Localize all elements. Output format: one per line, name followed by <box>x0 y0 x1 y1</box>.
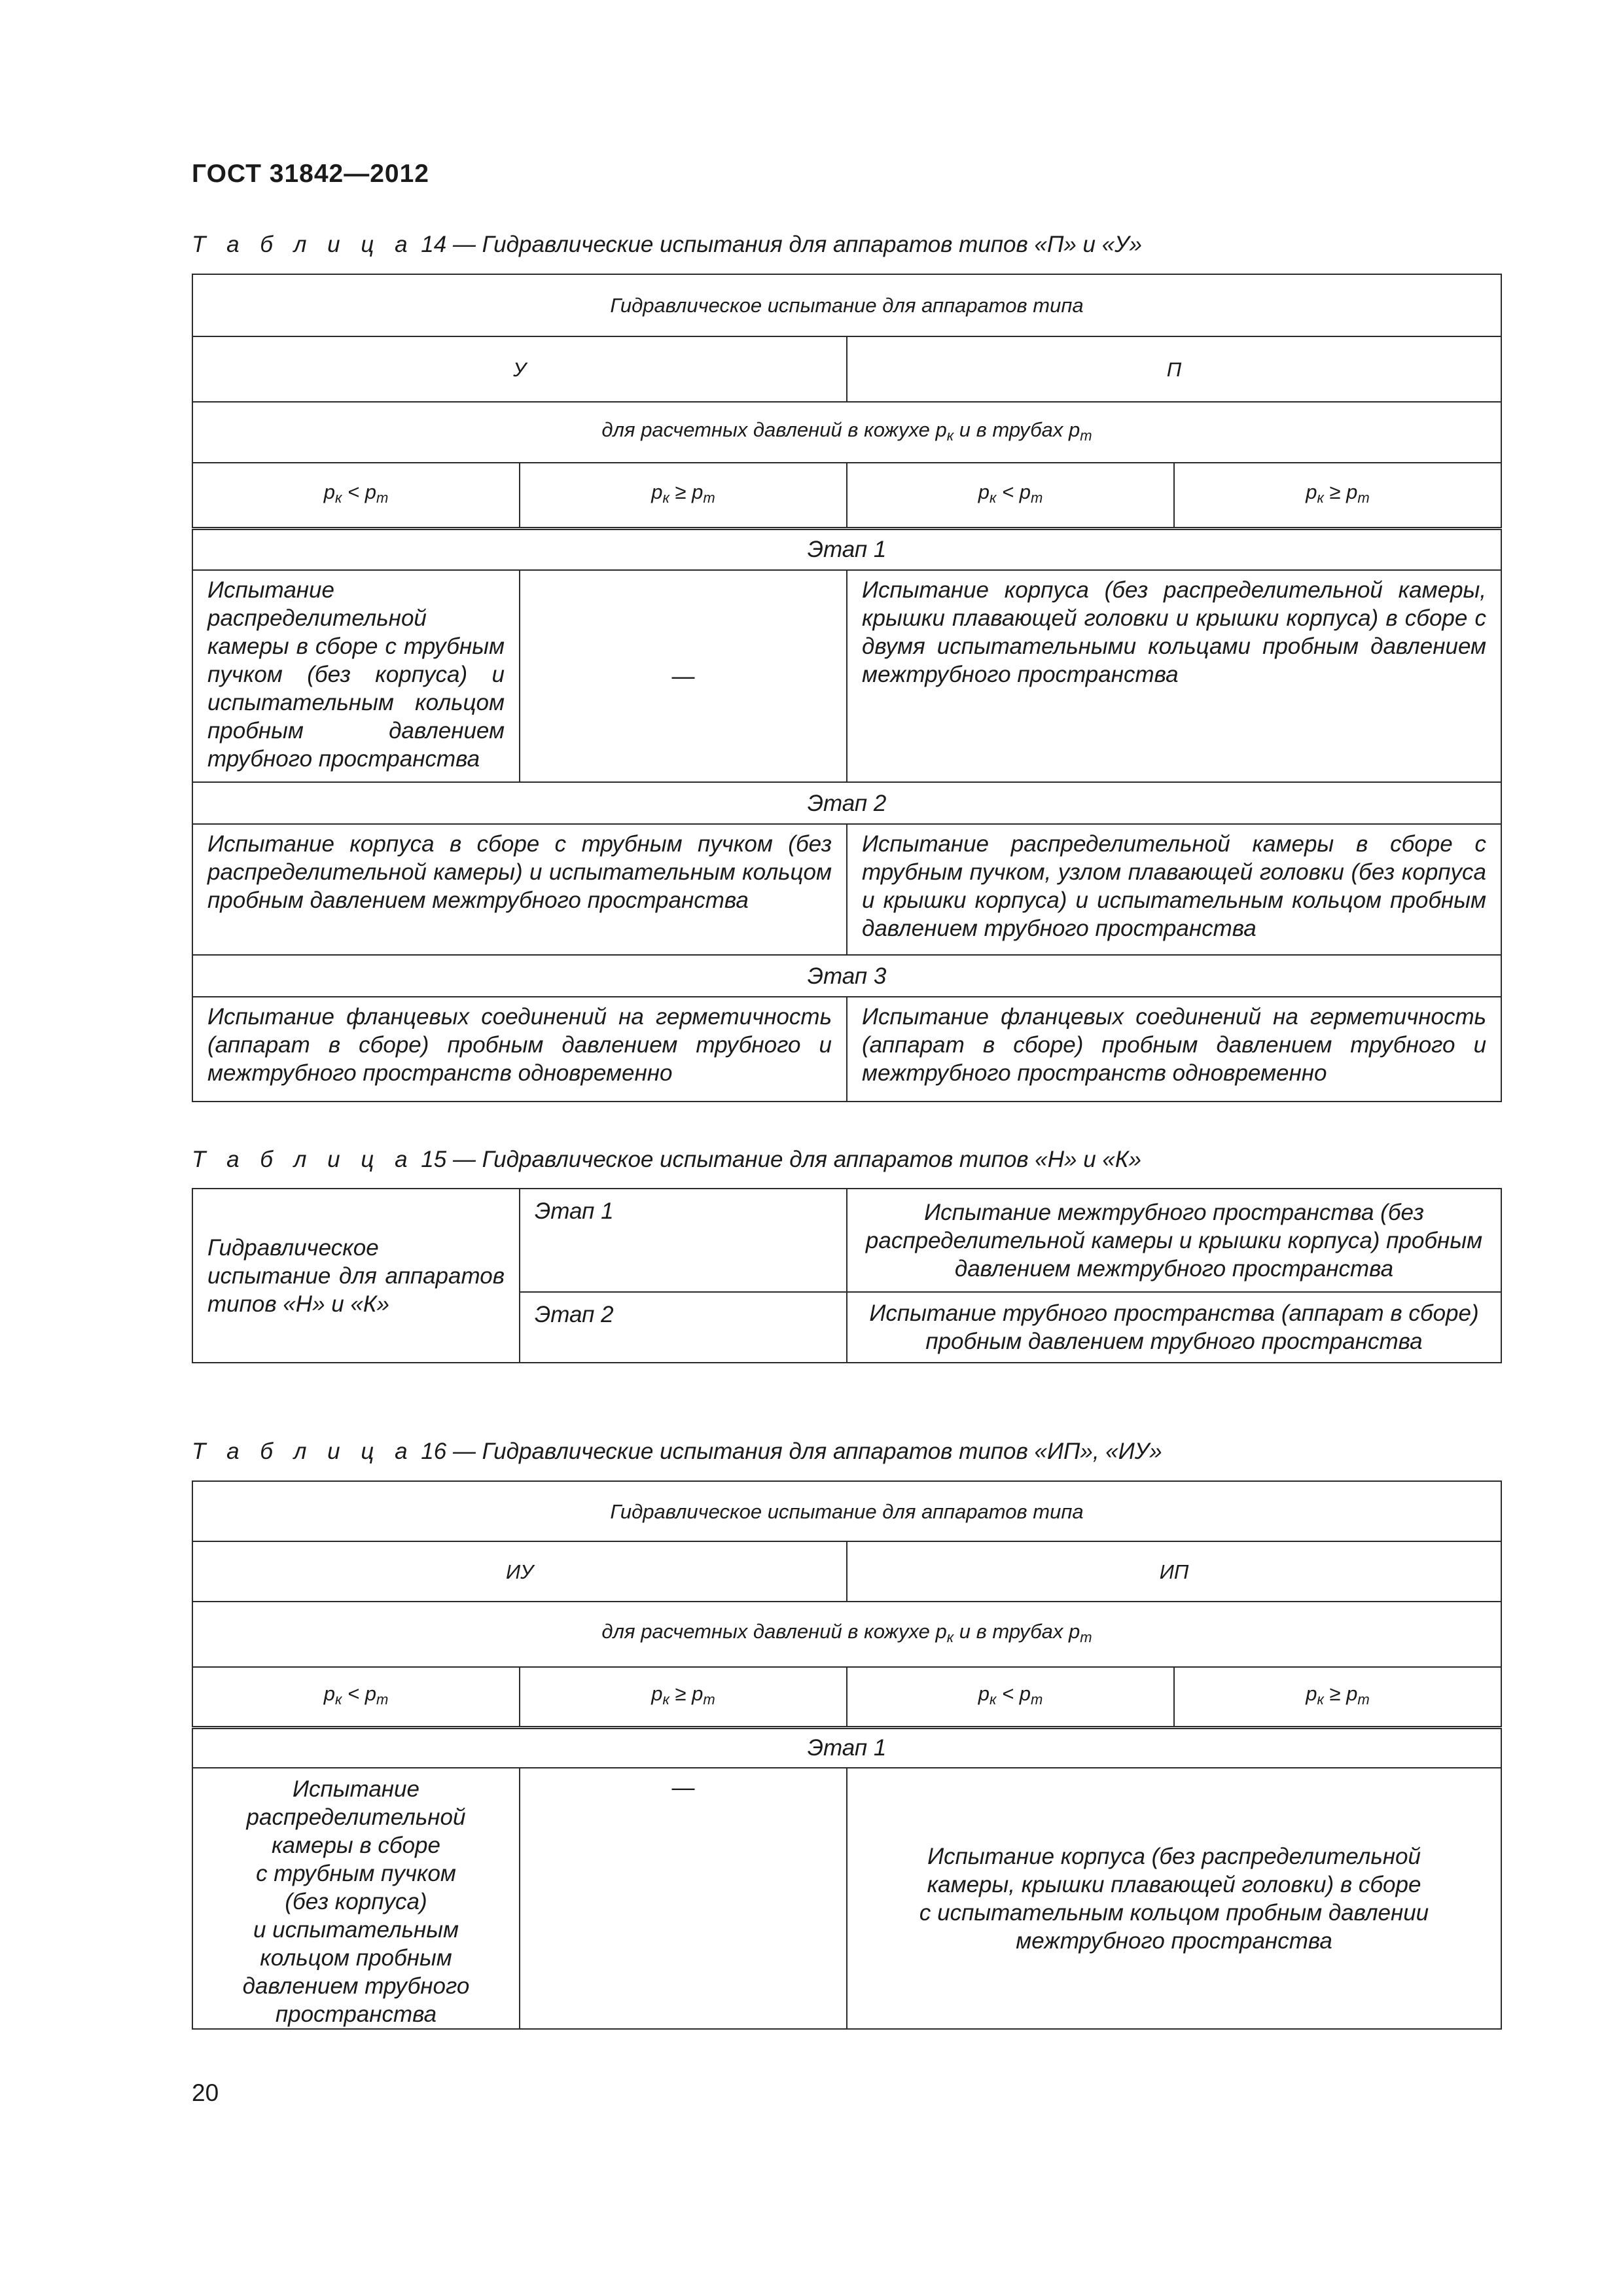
text-line: распределительной <box>246 1804 466 1830</box>
table14-stage2: Этап 2 <box>192 782 1501 824</box>
table16-cond-3: $p_к < p_т$ <box>847 1667 1174 1727</box>
text-line: Испытание <box>293 1776 419 1802</box>
table14-stage1-col1: Испытание распределительной камеры в сборе с трубным пучком (без корпуса) и испытательным кольцом пробным давлением трубного пространства <box>192 570 520 782</box>
table16-type-ip: ИП <box>847 1541 1501 1602</box>
table14-stage1: Этап 1 <box>192 528 1501 570</box>
table14-stage2-right: Испытание распределительной камеры в сборе с трубным пучком, узлом плавающей головки (без корпуса и крышки корпуса) и испытательным кольцом пробным давлением трубного пространства <box>847 824 1501 955</box>
table14-type-p: П <box>847 336 1501 402</box>
table15-stage2-text: Испытание трубного пространства (аппарат в сборе) пробным давлением трубного пространства <box>847 1292 1501 1363</box>
table16-cond-1: $p_к < p_т$ <box>192 1667 520 1727</box>
table16-stage1-dash: — <box>520 1768 847 2029</box>
text-line: камеры в сборе <box>272 1833 440 1858</box>
table16-label: Т а б л и ц а <box>192 1439 415 1464</box>
text-line: давлением трубного <box>242 1973 470 1999</box>
table14-head: Гидравлическое испытание для аппаратов типа <box>192 274 1501 336</box>
table15-stage1-text: Испытание межтрубного пространства (без распределительной камеры и крышки корпуса) пробным давлением межтрубного пространства <box>847 1189 1501 1292</box>
pressure-sub: к <box>946 1629 954 1645</box>
table16-stage1-col1 <box>192 1768 520 2029</box>
table14-caption-text: 14 — Гидравлические испытания для аппаратов типов «П» и «У» <box>421 232 1143 257</box>
pressure-text: для расчетных давлений в кожухе p <box>601 418 947 441</box>
table16-head: Гидравлическое испытание для аппаратов типа <box>192 1481 1501 1541</box>
table14-stage1-right: Испытание корпуса (без распределительной камеры, крышки плавающей головки и крышки корпуса) в сборе с двумя испытательными кольцами пробным давлением межтрубного пространства <box>847 570 1501 782</box>
table15-caption <box>192 1147 1141 1173</box>
table16-caption-text: 16 — Гидравлические испытания для аппаратов типов «ИП», «ИУ» <box>421 1439 1162 1464</box>
table14-stage3-right: Испытание фланцевых соединений на герметичность (аппарат в сборе) пробным давлением трубного и межтрубного пространств одновременно <box>847 997 1501 1102</box>
text-line: Испытание корпуса (без распределительной <box>927 1843 1421 1869</box>
pressure-text: и в трубах p <box>954 1620 1080 1643</box>
table14-cond-3: $p_к < p_т$ <box>847 463 1174 528</box>
pressure-text: и в трубах p <box>954 418 1080 441</box>
table14-stage2-left: Испытание корпуса в сборе с трубным пучком (без распределительной камеры) и испытательным кольцом пробным давлением межтрубного пространства <box>192 824 847 955</box>
table15-left: Гидравлическое испытание для аппаратов типов «Н» и «К» <box>192 1189 520 1363</box>
table15-caption-text: 15 — Гидравлическое испытание для аппаратов типов «Н» и «К» <box>421 1147 1141 1172</box>
text-line: пространства <box>275 2001 437 2027</box>
table14-pressure-row <box>192 402 1501 463</box>
document-header: ГОСТ 31842—2012 <box>192 160 429 188</box>
table16-cond-4: $p_к \ge p_т$ <box>1174 1667 1501 1727</box>
text-line: межтрубного пространства <box>1016 1928 1332 1954</box>
page-number: 20 <box>192 2079 219 2106</box>
table14-cond-1: $p_к < p_т$ <box>192 463 520 528</box>
text-line: (без корпуса) <box>285 1889 427 1914</box>
table14-stage3-left: Испытание фланцевых соединений на герметичность (аппарат в сборе) пробным давлением трубного и межтрубного пространств одновременно <box>192 997 847 1102</box>
text-line: с трубным пучком <box>256 1861 456 1886</box>
table14-caption <box>192 232 1142 258</box>
table14-label: Т а б л и ц а <box>192 232 415 257</box>
table16-stage1-right <box>847 1768 1501 2029</box>
text-line: камеры, крышки плавающей головки) в сборе <box>927 1871 1421 1897</box>
text-line: кольцом пробным <box>260 1945 452 1971</box>
table14-stage1-dash: — <box>520 570 847 782</box>
table16-type-iu: ИУ <box>192 1541 847 1602</box>
table15-label: Т а б л и ц а <box>192 1147 415 1172</box>
table15-stage2: Этап 2 <box>520 1292 847 1363</box>
pressure-sub: к <box>946 427 954 444</box>
pressure-sub: т <box>1080 427 1092 444</box>
table14-type-u: У <box>192 336 847 402</box>
table14-stage3: Этап 3 <box>192 955 1501 997</box>
table14 <box>192 274 1502 1102</box>
text-line: и испытательным <box>253 1917 459 1943</box>
table16-stage1: Этап 1 <box>192 1727 1501 1768</box>
pressure-sub: т <box>1080 1629 1092 1645</box>
table15-stage1: Этап 1 <box>520 1189 847 1292</box>
table16 <box>192 1480 1502 2030</box>
table16-caption <box>192 1439 1162 1465</box>
text-line: с испытательным кольцом пробным давлении <box>919 1899 1429 1926</box>
table16-pressure-row <box>192 1602 1501 1667</box>
table14-cond-4: $p_к \ge p_т$ <box>1174 463 1501 528</box>
table15 <box>192 1188 1502 1363</box>
pressure-text: для расчетных давлений в кожухе p <box>601 1620 947 1643</box>
table14-cond-2: $p_к \ge p_т$ <box>520 463 847 528</box>
table16-cond-2: $p_к \ge p_т$ <box>520 1667 847 1727</box>
